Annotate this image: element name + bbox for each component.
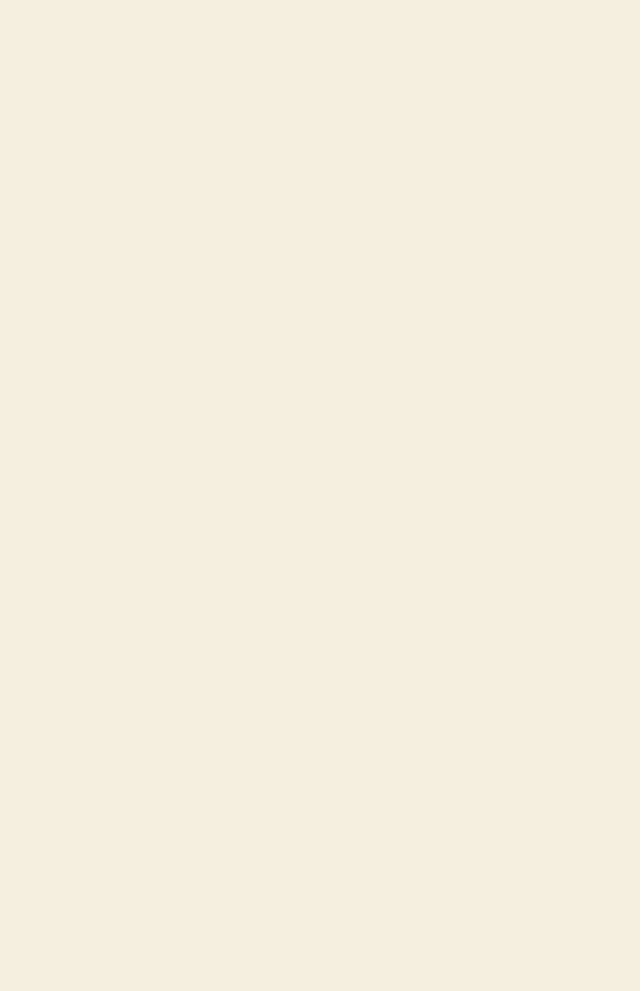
system3-bass-staff [0, 690, 640, 740]
system3-treble-staff [0, 600, 640, 650]
system4-bass-staff [0, 896, 640, 946]
system2-treble-staff [0, 306, 640, 356]
system4-treble-staff [0, 796, 640, 846]
system1-bass-staff [0, 196, 640, 246]
system2-bass-staff [0, 488, 640, 538]
system1-treble-staff [0, 60, 640, 110]
